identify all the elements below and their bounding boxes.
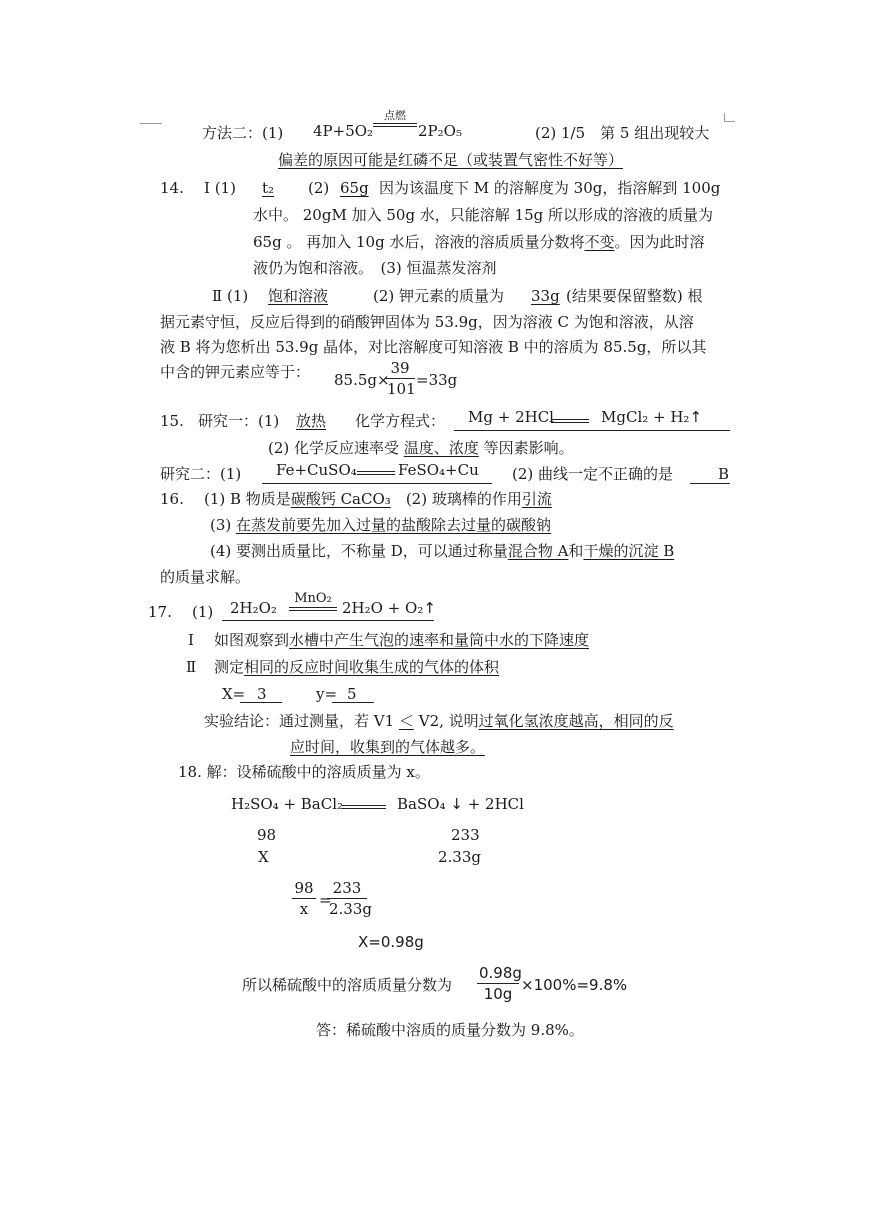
q15-eq2-underline	[262, 483, 492, 484]
q18-intro: 18. 解：设稀硫酸中的溶质质量为 x。	[178, 763, 430, 781]
page-corner-mark-right	[724, 113, 735, 122]
q14-part-ii-label: Ⅱ (1)	[212, 287, 249, 305]
q14-answer-1: t₂	[262, 179, 275, 197]
q17-part-i-text: 如图观察到水槽中产生气泡的速率和量筒中水的下降速度	[214, 631, 590, 649]
q14-text-line-1: 因为该温度下 M 的溶解度为 30g，指溶解到 100g	[379, 179, 721, 197]
q14-ii-answer-1: 饱和溶液	[268, 287, 329, 305]
q15-eq2-left: Fe+CuSO₄	[276, 461, 357, 479]
q15-equation-label: 化学方程式：	[355, 412, 446, 430]
q17-conclusion-line-2: 应时间，收集到的气体越多。	[290, 738, 486, 756]
q17-eq-right: 2H₂O + O₂↑	[342, 599, 436, 617]
q14-answer-2: 65g	[340, 179, 369, 197]
q17-part-ii-label: Ⅱ	[186, 658, 197, 676]
q16-line-3: (4) 要测出质量比，不称量 D，可以通过称量混合物 A和干燥的沉淀 B	[210, 542, 675, 560]
q15-eq1-equals	[551, 418, 589, 423]
q18-mass-98: 98	[257, 826, 277, 844]
q14-calc-result: =33g	[416, 371, 458, 389]
q16-line-1: (1) B 物质是碳酸钙 CaCO₃ (2) 玻璃棒的作用引流	[204, 490, 552, 508]
q14-text-line-3: 65g 。 再加入 10g 水后，溶液的溶质质量分数将不变。因为此时溶	[253, 233, 705, 251]
q15-part-2: (2) 化学反应速率受 温度、浓度 等因素影响。	[268, 439, 574, 457]
precipitate-down-arrow-icon: ↓	[450, 795, 463, 813]
q17-eq-left: 2H₂O₂	[230, 599, 277, 617]
q17-eq-condition: MnO₂	[289, 592, 337, 611]
q17-y-underline	[332, 702, 374, 703]
q18-mass-fraction: $\frac{0.98g}{10g}$	[479, 964, 522, 1003]
q14-ii-text-4: 中含的钾元素应等于：	[160, 363, 311, 381]
q18-value-x: X	[258, 848, 269, 866]
method2-eq-left: 4P+5O₂	[313, 122, 374, 140]
q18-mass-233: 233	[451, 826, 480, 844]
q14-calc-fraction: $\frac{39}{101}$	[387, 359, 416, 398]
q15-answer-exothermic: 放热	[296, 412, 327, 430]
q14-number: 14.	[160, 179, 184, 197]
q17-x-value: 3	[257, 685, 267, 703]
q15-study2-part2: (2) 曲线一定不正确的是	[512, 465, 674, 483]
q18-eq-equals	[342, 804, 386, 809]
q17-x-label: X=	[222, 685, 246, 703]
q15-study2-label: 研究二：(1)	[160, 465, 242, 483]
page-corner-mark-left	[140, 113, 162, 124]
q17-conclusion-line-1: 实验结论：通过测量，若 V1 ＜ V2, 说明过氧化氢浓度越高，相同的反	[204, 712, 674, 730]
q18-eq-right: BaSO₄ ↓ + 2HCl	[397, 795, 524, 813]
q18-mass-fraction-text: 所以稀硫酸中的溶质质量分数为	[242, 976, 453, 994]
q14-part-i-label: Ⅰ (1)	[204, 179, 236, 197]
q18-proportion-left: $\frac{98}{x}$	[292, 878, 316, 919]
q15-eq1-underline	[454, 430, 730, 431]
q14-text-line-2: 水中。 20gM 加入 50g 水，只能溶解 15g 所以形成的溶液的质量为	[253, 206, 714, 224]
q14-ii-part-2: (2) 钾元素的质量为	[373, 287, 505, 305]
q18-answer: 答：稀硫酸中溶质的质量分数为 9.8%。	[316, 1021, 584, 1039]
q16-number: 16.	[160, 490, 184, 508]
method2-eq-right: 2P₂O₅	[418, 122, 462, 140]
method2-eq-condition: 点燃	[373, 110, 417, 127]
q14-ii-text-3: 液 B 将为您析出 53.9g 晶体，对比溶解度可知溶液 B 中的溶质为 85.5g，所以其	[160, 338, 707, 356]
q14-part-2-label: (2)	[308, 179, 330, 197]
q14-ii-text-2: 据元素守恒，反应后得到的硝酸钾固体为 53.9g，因为溶液 C 为饱和溶液，从溶	[160, 313, 694, 331]
q18-value-2-33g: 2.33g	[438, 848, 482, 866]
q18-proportion-equals: =	[319, 891, 332, 909]
q15-eq1-left: Mg + 2HCl	[468, 408, 554, 426]
q17-number: 17.	[148, 603, 172, 621]
q15-answer-underline	[690, 483, 730, 484]
q14-calc-prefix: 85.5g×	[334, 371, 390, 389]
q17-y-value: 5	[347, 685, 357, 703]
q17-part-1: (1)	[192, 603, 214, 621]
q14-ii-answer-2: 33g	[531, 287, 560, 305]
q16-line-2: (3) 在蒸发前要先加入过量的盐酸除去过量的碳酸钠	[210, 516, 552, 534]
q15-study1-label: 研究一：(1)	[198, 412, 280, 430]
q17-eq-underline	[222, 620, 434, 621]
method2-reason: 偏差的原因可能是红磷不足（或装置气密性不好等）	[278, 151, 624, 169]
q17-x-underline	[240, 702, 282, 703]
q17-part-ii-text: 测定相同的反应时间收集生成的气体的体积	[214, 658, 500, 676]
q15-eq1-right: MgCl₂ + H₂↑	[601, 408, 703, 426]
q18-result-x: X=0.98g	[358, 933, 424, 951]
q16-line-4: 的质量求解。	[160, 568, 251, 586]
q15-eq2-equals	[357, 470, 395, 475]
method2-label: 方法二：(1)	[202, 124, 284, 142]
q18-eq-left: H₂SO₄ + BaCl₂	[231, 795, 344, 813]
q15-study2-answer: B	[718, 465, 730, 483]
method2-part2: (2) 1/5 第 5 组出现较大	[535, 124, 710, 142]
q15-number: 15.	[160, 412, 184, 430]
q15-eq2-right: FeSO₄+Cu	[398, 461, 479, 479]
q17-part-i-label: Ⅰ	[188, 631, 194, 649]
q17-y-label: y=	[316, 685, 338, 703]
q18-mass-fraction-result: ×100%=9.8%	[521, 976, 628, 994]
gas-up-arrow-icon: ↑	[689, 408, 703, 426]
gas-up-arrow-icon: ↑	[423, 599, 436, 617]
q14-ii-text-1: (结果要保留整数) 根	[566, 287, 703, 305]
q14-text-line-4: 液仍为饱和溶液。 (3) 恒温蒸发溶剂	[253, 259, 497, 277]
q18-proportion-right: $\frac{233}{2.33g}$	[329, 879, 373, 918]
